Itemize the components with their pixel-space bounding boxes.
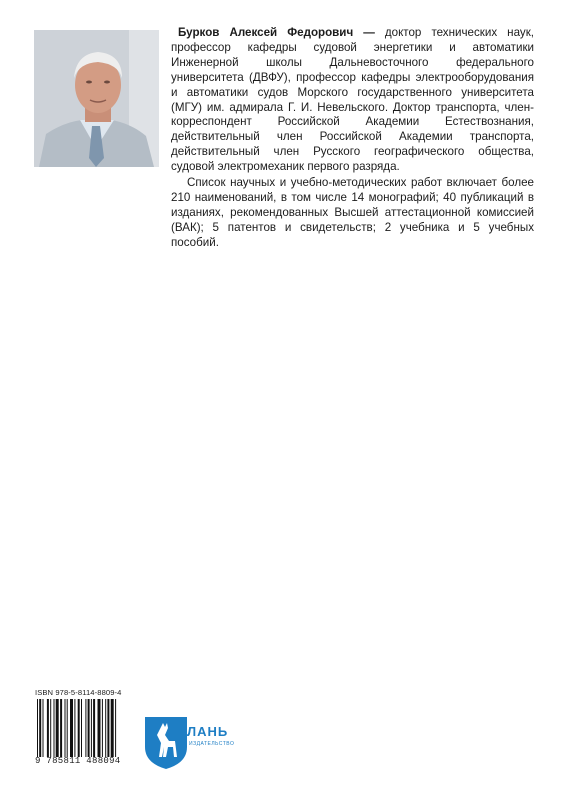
barcode-bar — [70, 699, 73, 757]
barcode-bar — [105, 699, 106, 757]
barcode-block — [35, 688, 146, 768]
barcode-bar — [98, 699, 101, 757]
barcode-bar — [43, 699, 44, 757]
author-bio — [171, 26, 534, 251]
author-photo — [34, 30, 159, 167]
barcode-bar — [54, 699, 55, 757]
barcode-bar — [107, 699, 109, 757]
barcode-bar — [39, 699, 41, 757]
barcode-bar — [78, 699, 80, 757]
barcode-bar — [65, 699, 66, 757]
barcode-bar — [88, 699, 90, 757]
barcode-bar — [115, 699, 116, 757]
author-name: Бурков Алексей Федорович — [178, 26, 354, 39]
barcode-bar — [67, 699, 68, 757]
name-dash: — — [353, 26, 385, 39]
publisher-logo-icon — [141, 713, 191, 771]
barcode-bar — [85, 699, 86, 757]
publisher-name: ЛАНЬ — [187, 724, 229, 739]
publisher-tagline: ИЗДАТЕЛЬСТВО — [189, 741, 235, 747]
bio-paragraph — [171, 26, 534, 175]
barcode-bar — [81, 699, 82, 757]
barcode-bar — [111, 699, 114, 757]
isbn-label: ISBN 978-5-8114-8809-4 — [35, 688, 122, 697]
bio-text: доктор технических наук, профессор кафедры судовой энергетики и автоматики Инженерной школы Дальневосточного федерального университета (ДВФУ), профессор кафедры электрооборудования и автоматики судов Морского государственного университета (МГУ) им. адмирала Г. И. Невельского. Доктор транспорта, член-корреспондент Российской Академии Естествознания, действительный член Российской Академии транспорта, действительный член Русского географического общества, судовой электромеханик первого разряда. — [171, 26, 534, 174]
barcode-bar — [93, 699, 95, 757]
barcode-bar — [50, 699, 51, 757]
works-paragraph: Список научных и учебно-методических работ включает более 210 наименований, в том числе 14 монографий; 40 публикаций в изданиях, рекомендованных Высшей аттестационной комиссией (ВАК); 5 патентов и свидетельств; 2 учебника и 5 учебных пособий. — [171, 176, 534, 249]
barcode-bar — [60, 699, 62, 757]
barcode-digits: 9 785811 488094 — [35, 756, 121, 766]
barcode-bar — [91, 699, 92, 757]
barcode-image — [37, 699, 144, 759]
barcode-bar — [56, 699, 59, 757]
barcode-bar — [74, 699, 75, 757]
barcode-bar — [47, 699, 49, 757]
barcode-bar — [37, 699, 38, 757]
barcode-bar — [102, 699, 103, 757]
